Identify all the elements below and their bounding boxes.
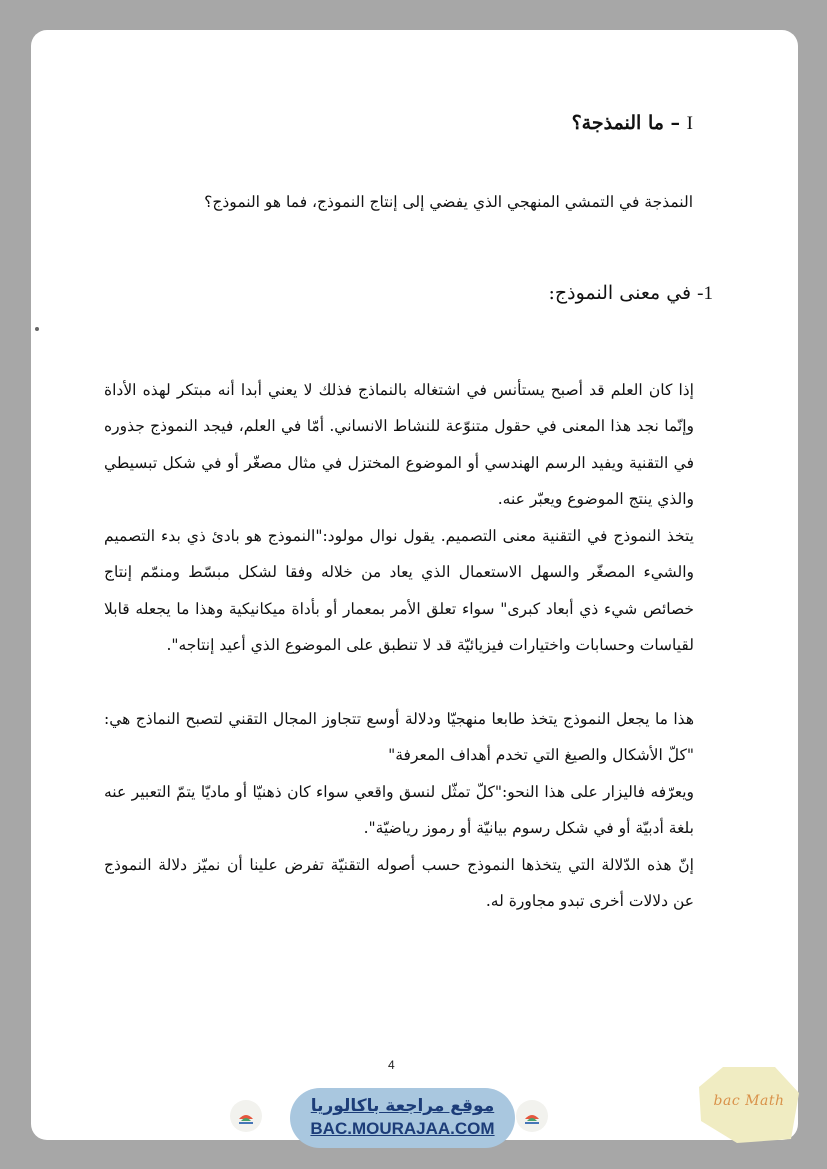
subheading-number: 1- — [697, 283, 713, 304]
page-content — [31, 30, 798, 1140]
subheading-meaning-of-model — [548, 282, 713, 305]
site-logo-icon — [230, 1100, 262, 1132]
bac-math-badge — [697, 1065, 801, 1145]
page-number: 4 — [388, 1058, 395, 1072]
document-page — [31, 30, 798, 1140]
site-name: موقع مراجعة باكالوريا — [310, 1096, 495, 1116]
subheading-text: في معنى النموذج: — [548, 282, 692, 304]
heading-text: ما النمذجة؟ — [571, 112, 664, 134]
paragraph: هذا ما يجعل النموذج يتخذ طابعا منهجيّا ودلالة أوسع تتجاوز المجال التقني لتصبح النماذج هي: "كلّ الأشكال والصيغ التي تخدم أهداف المعرفة" — [104, 709, 694, 764]
badge-text: bac Math — [713, 1093, 785, 1109]
heading-number: I — [686, 113, 693, 134]
paragraph: ويعرّفه فاليزار على هذا النحو:"كلّ تمثّل لنسق واقعي سواء كان ذهنيّا أو ماديّا يتمّ التعبير عنه بلغة أدبيّة أو في شكل رسوم بيانيّة أو رموز رياضيّة". — [104, 782, 694, 837]
paragraph: إنّ هذه الدّلالة التي يتخذها النموذج حسب أصوله التقنيّة تفرض علينا أن نميّز دلالة النموذج عن دلالات أخرى تبدو مجاورة له. — [104, 855, 694, 910]
site-url: BAC.MOURAJAA.COM — [310, 1119, 495, 1138]
heading-dash: – — [670, 112, 681, 134]
heading-what-is-modeling — [572, 112, 693, 135]
site-logo-icon — [516, 1100, 548, 1132]
paragraph: يتخذ النموذج في التقنية معنى التصميم. يقول نوال مولود:"النموذج هو بادئ ذي بدء التصميم والشيء المصغّر والسهل الاستعمال الذي يعاد من خلاله وفقا لشكل مبسّط ومنمّم إنتاج خصائص شيء ذي أبعاد كبرى" سواء تعلق الأمر بمعمار أو بأداة ميكانيكية وهذا ما يجعله قابلا لقياسات وحسابات واختيارات فيزيائيّة قد لا تنطبق على الموضوع الذي أعيد إنتاجه". — [104, 526, 694, 654]
site-banner-link[interactable] — [290, 1088, 515, 1148]
margin-dot — [35, 327, 39, 331]
intro-line: النمذجة في التمشي المنهجي الذي يفضي إلى إنتاج النموذج، فما هو النموذج؟ — [204, 193, 693, 211]
paragraph: إذا كان العلم قد أصبح يستأنس في اشتغاله بالنماذج فذلك لا يعني أبدا أنه مبتكر لهذه الأداة وإنّما نجد هذا المعنى في حقول متنوّعة للنشاط الانساني. أمّا في العلم، فيجد النموذج جذوره في التقنية ويفيد الرسم الهندسي أو الموضوع المختزل في مثال مصغّر أو في شكل تبسيطي والذي ينتج الموضوع ويعبّر عنه. — [104, 380, 694, 508]
